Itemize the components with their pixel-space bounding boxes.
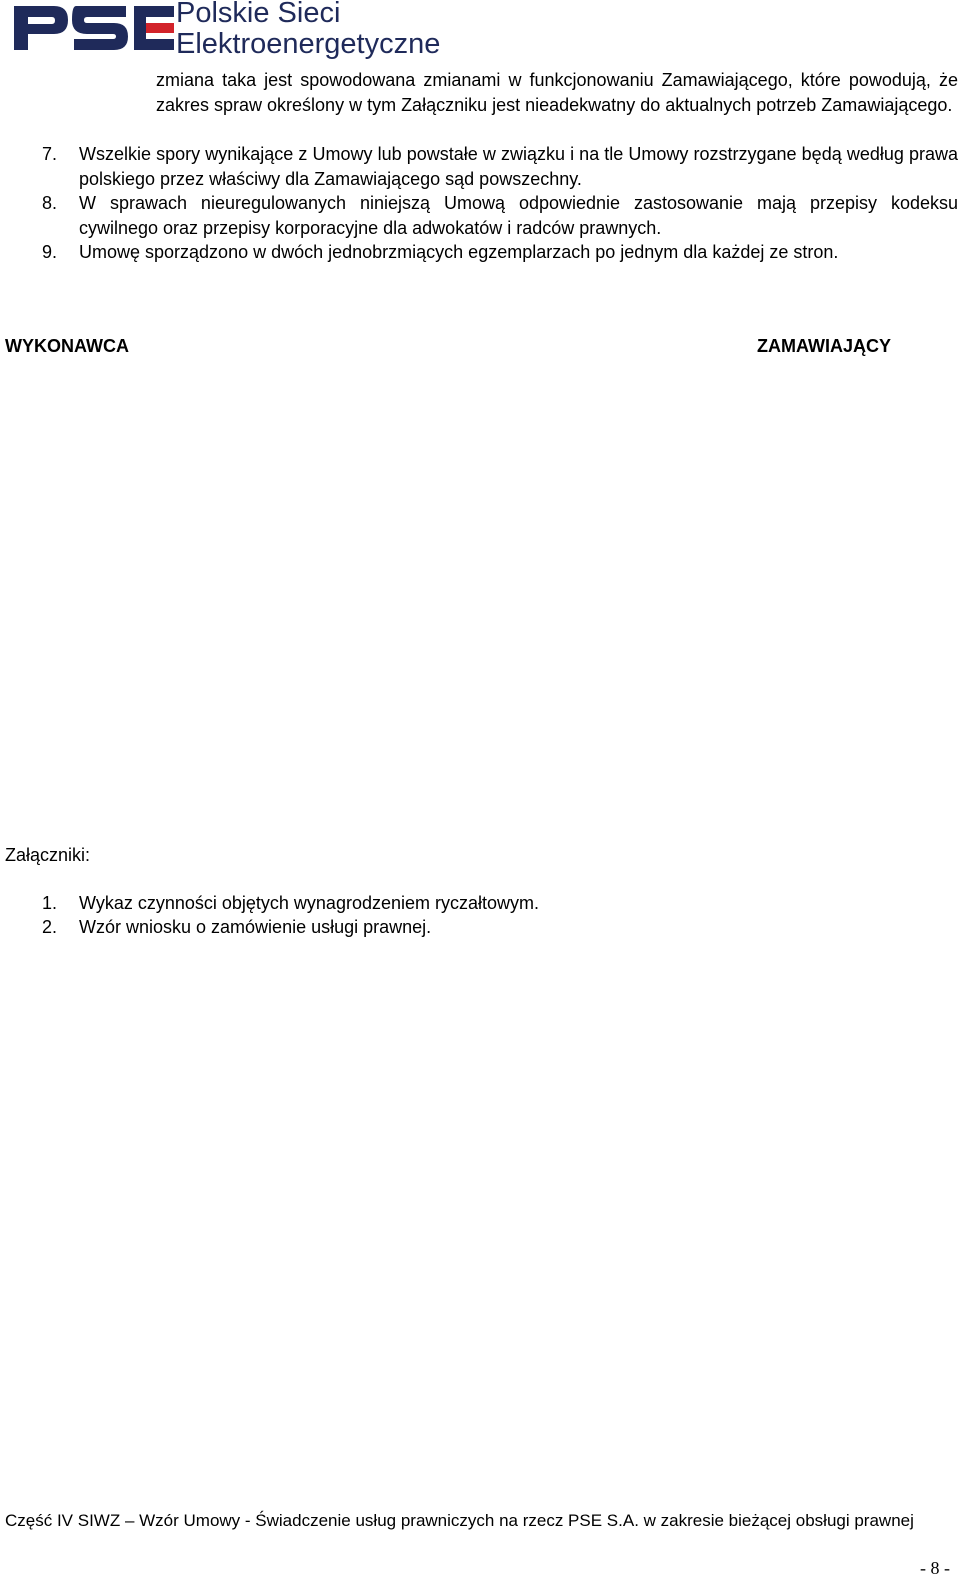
page-footer: Część IV SIWZ – Wzór Umowy - Świadczenie usług prawniczych na rzecz PSE S.A. w zakresie bieżącej obsługi prawnej <box>5 1511 914 1530</box>
item-number-7: 7. <box>42 144 58 164</box>
attachment-number-1: 1. <box>42 893 58 913</box>
item-text-8: W sprawach nieuregulowanych niniejszą Umową odpowiednie zastosowanie mają przepisy kodeksu cywilnego oraz przepisy korporacyjne dla adwokatów i radców prawnych. <box>79 193 958 238</box>
item-number-9: 9. <box>42 242 58 262</box>
signature-label-contractor: WYKONAWCA <box>5 336 129 356</box>
attachment-text-1: Wykaz czynności objętych wynagrodzeniem ryczałtowym. <box>79 893 540 913</box>
page-number: - 8 - <box>920 1558 950 1578</box>
logo-line-1: Polskie Sieci <box>176 0 341 29</box>
item-number-8: 8. <box>42 193 58 213</box>
attachment-number-2: 2. <box>42 917 58 937</box>
company-logo <box>10 0 480 64</box>
item-text-7: Wszelkie spory wynikające z Umowy lub powstałe w związku i na tle Umowy rozstrzygane będą według prawa polskiego przez właściwy dla Zamawiającego sąd powszechny. <box>79 144 958 189</box>
logo-line-2: Elektroenergetyczne <box>176 28 441 60</box>
item-text-9: Umowę sporządzono w dwóch jednobrzmiących egzemplarzach po jednym dla każdej ze stron. <box>79 242 839 262</box>
attachments-title: Załączniki: <box>5 845 91 865</box>
attachment-text-2: Wzór wniosku o zamówienie usługi prawnej. <box>79 917 432 937</box>
previous-item-continuation: zmiana taka jest spowodowana zmianami w funkcjonowaniu Zamawiającego, które powodują, że zakres spraw określony w tym Załączniku jest nieadekwatny do aktualnych potrzeb Zamawiającego. <box>156 70 958 115</box>
signature-label-client: ZAMAWIAJĄCY <box>757 336 891 356</box>
